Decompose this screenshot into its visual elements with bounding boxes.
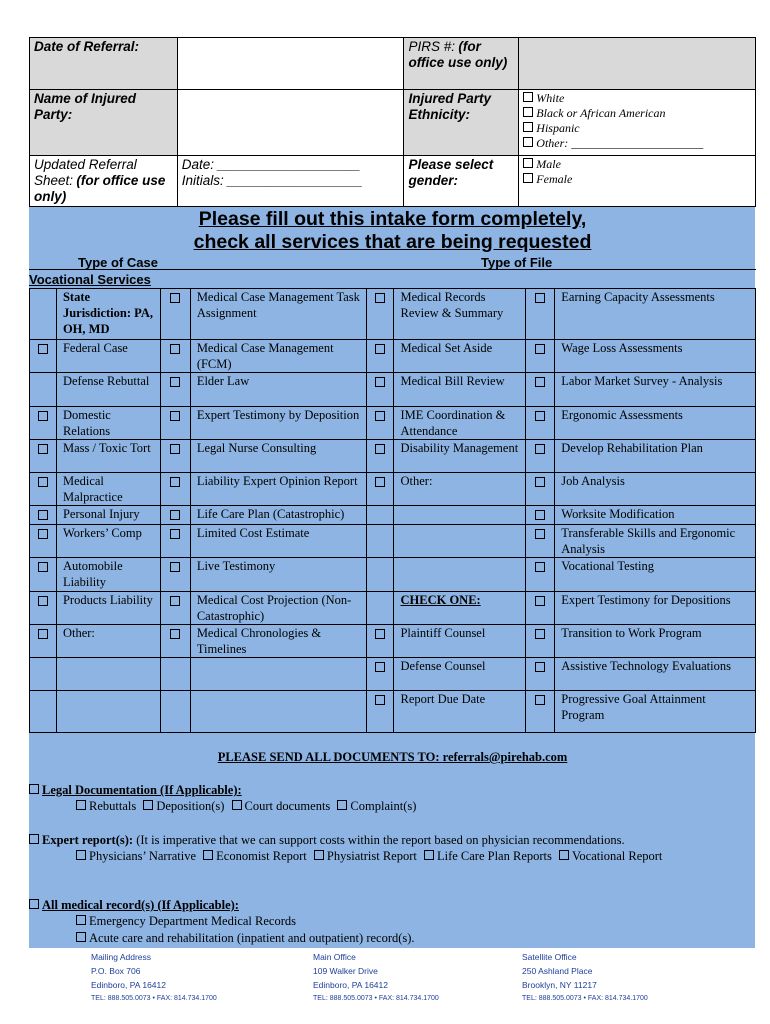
checkbox[interactable] (535, 477, 545, 487)
form-title-line2: check all services that are being requested (193, 231, 592, 253)
medical-records-label: All medical record(s) (If Applicable): (42, 898, 239, 912)
checkbox[interactable] (29, 784, 39, 794)
file-item: Elder Law (190, 373, 366, 407)
voc-item: Transition to Work Program (555, 625, 756, 658)
ethnicity-white: White (536, 91, 565, 105)
footer-title: Mailing Address (91, 952, 152, 962)
checkbox[interactable] (375, 444, 385, 454)
case-item: Personal Injury (56, 506, 160, 525)
file-item: Liability Expert Opinion Report (190, 473, 366, 506)
medical-item-row (76, 913, 296, 929)
legal-item: Rebuttals (89, 799, 137, 813)
case-item: Other: (56, 625, 160, 658)
expert-item: Vocational Report (572, 849, 663, 863)
checkbox[interactable] (535, 695, 545, 705)
case-item: Workers’ Comp (56, 525, 160, 558)
checkbox[interactable] (38, 529, 48, 539)
file-item: Disability Management (394, 440, 526, 473)
checkbox[interactable] (170, 629, 180, 639)
checkbox[interactable] (76, 800, 86, 810)
checkbox[interactable] (535, 510, 545, 520)
medical-item: Emergency Department Medical Records (89, 914, 296, 928)
checkbox[interactable] (29, 834, 39, 844)
voc-item: Develop Rehabilitation Plan (555, 440, 756, 473)
footer-main-office (313, 950, 439, 1006)
ethnicity-label: Injured Party Ethnicity: (404, 90, 519, 156)
checkbox[interactable] (38, 596, 48, 606)
checkbox[interactable] (375, 293, 385, 303)
checkbox[interactable] (170, 293, 180, 303)
checkbox[interactable] (170, 510, 180, 520)
gender-female: Female (536, 172, 573, 186)
file-item: Medical Case Management Task Assignment (190, 289, 366, 340)
voc-item: Worksite Modification (555, 506, 756, 525)
checkbox[interactable] (535, 662, 545, 672)
voc-item: Expert Testimony for Depositions (555, 592, 756, 625)
heading-rule (29, 269, 756, 270)
counsel-item: Defense Counsel (394, 658, 526, 691)
file-item: Medical Set Aside (394, 340, 526, 373)
voc-item: Job Analysis (555, 473, 756, 506)
checkbox[interactable] (170, 529, 180, 539)
file-item: Medical Case Management (FCM) (190, 340, 366, 373)
expert-item: Physiatrist Report (326, 849, 417, 863)
medical-item-row (76, 930, 415, 946)
file-item: Life Care Plan (Catastrophic) (190, 506, 366, 525)
expert-items-row (76, 848, 662, 864)
checkbox[interactable] (523, 158, 533, 168)
checkbox[interactable] (170, 411, 180, 421)
updated-referral-cell (30, 156, 178, 207)
date-of-referral-label: Date of Referral: (30, 38, 178, 90)
checkbox[interactable] (375, 662, 385, 672)
checkbox[interactable] (38, 562, 48, 572)
date-of-referral-field[interactable] (177, 38, 404, 90)
checkbox[interactable] (38, 344, 48, 354)
checkbox[interactable] (76, 932, 86, 942)
footer-satellite-office (522, 950, 648, 1006)
checkbox[interactable] (375, 377, 385, 387)
checkbox[interactable] (170, 444, 180, 454)
checkbox[interactable] (535, 444, 545, 454)
pirs-note: (for office use only) (408, 39, 508, 70)
legal-documentation-row (29, 782, 242, 798)
case-item: Domestic Relations (56, 407, 160, 440)
expert-report-note: (It is imperative that we can support costs within the report based on physician recommendations. (136, 833, 625, 847)
footer-line: 250 Ashland Place (522, 966, 593, 976)
checkbox[interactable] (76, 850, 86, 860)
file-item: Medical Chronologies & Timelines (190, 625, 366, 658)
checkbox[interactable] (523, 137, 533, 147)
initials-field[interactable]: Initials: __________________ (181, 173, 363, 188)
checkbox[interactable] (424, 850, 434, 860)
check-one-label: CHECK ONE: (394, 592, 526, 625)
checkbox[interactable] (38, 629, 48, 639)
file-item: Other: (394, 473, 526, 506)
footer-phone: TEL: 888.505.0073 • FAX: 814.734.1700 (91, 995, 217, 1002)
voc-item: Ergonomic Assessments (555, 407, 756, 440)
voc-item: Wage Loss Assessments (555, 340, 756, 373)
checkbox[interactable] (375, 477, 385, 487)
checkbox[interactable] (203, 850, 213, 860)
footer-line: 109 Walker Drive (313, 966, 378, 976)
expert-item: Economist Report (216, 849, 307, 863)
voc-item: Labor Market Survey - Analysis (555, 373, 756, 407)
checkbox[interactable] (337, 800, 347, 810)
checkbox[interactable] (535, 562, 545, 572)
ethnicity-hispanic: Hispanic (536, 121, 580, 135)
name-label: Name of Injured Party: (30, 90, 178, 156)
ethnicity-options (519, 90, 756, 156)
checkbox[interactable] (523, 92, 533, 102)
checkbox[interactable] (170, 477, 180, 487)
footer-title: Satellite Office (522, 952, 577, 962)
checkbox[interactable] (38, 510, 48, 520)
pirs-label: PIRS #: (408, 39, 455, 54)
checkbox[interactable] (535, 293, 545, 303)
checkbox[interactable] (535, 596, 545, 606)
file-item: Live Testimony (190, 558, 366, 592)
ethnicity-black: Black or African American (536, 106, 666, 120)
file-item: Expert Testimony by Deposition (190, 407, 366, 440)
checkbox[interactable] (375, 695, 385, 705)
date-field[interactable]: Date: ___________________ (181, 157, 361, 172)
case-item: State Jurisdiction: PA, OH, MD (56, 289, 160, 340)
case-item: Products Liability (56, 592, 160, 625)
gender-male: Male (536, 157, 561, 171)
case-item: Federal Case (56, 340, 160, 373)
checkbox[interactable] (559, 850, 569, 860)
checkbox[interactable] (375, 629, 385, 639)
date-initials-cell[interactable] (177, 156, 404, 207)
file-item: Limited Cost Estimate (190, 525, 366, 558)
voc-item: Vocational Testing (555, 558, 756, 592)
counsel-item: Report Due Date (394, 691, 526, 733)
legal-item: Court documents (244, 799, 331, 813)
case-item: Defense Rebuttal (56, 373, 160, 407)
pirs-cell (404, 38, 519, 90)
counsel-item: Plaintiff Counsel (394, 625, 526, 658)
footer-title: Main Office (313, 952, 356, 962)
footer-line: P.O. Box 706 (91, 966, 141, 976)
legal-item: Complaint(s) (350, 799, 417, 813)
legal-items-row (76, 798, 416, 814)
file-item: Medical Bill Review (394, 373, 526, 407)
checkbox[interactable] (170, 562, 180, 572)
case-item: Automobile Liability (56, 558, 160, 592)
expert-report-row (29, 832, 625, 848)
footer-line: Brooklyn, NY 11217 (522, 980, 597, 990)
footer-line: Edinboro, PA 16412 (91, 980, 166, 990)
gender-label: Please select gender: (404, 156, 519, 207)
file-item: IME Coordination & Attendance (394, 407, 526, 440)
checkbox[interactable] (523, 122, 533, 132)
checkbox[interactable] (143, 800, 153, 810)
legal-item: Deposition(s) (156, 799, 225, 813)
checkbox[interactable] (535, 529, 545, 539)
voc-item: Earning Capacity Assessments (555, 289, 756, 340)
expert-item: Life Care Plan Reports (436, 849, 552, 863)
checkbox[interactable] (29, 899, 39, 909)
checkbox[interactable] (314, 850, 324, 860)
checkbox[interactable] (170, 596, 180, 606)
checkbox[interactable] (535, 377, 545, 387)
voc-item: Transferable Skills and Ergonomic Analysis (555, 525, 756, 558)
checkbox[interactable] (170, 344, 180, 354)
file-item: Medical Cost Projection (Non-Catastrophic) (190, 592, 366, 625)
send-documents-note: PLEASE SEND ALL DOCUMENTS TO: referrals@pirehab.com (217, 750, 568, 764)
pirs-field[interactable] (519, 38, 756, 90)
voc-item: Progressive Goal Attainment Program (555, 691, 756, 733)
checkbox[interactable] (232, 800, 242, 810)
checkbox[interactable] (375, 411, 385, 421)
footer-mailing-address (91, 950, 217, 1006)
file-item: Legal Nurse Consulting (190, 440, 366, 473)
footer-line: Edinboro, PA 16412 (313, 980, 388, 990)
footer-phone: TEL: 888.505.0073 • FAX: 814.734.1700 (522, 995, 648, 1002)
updated-note: (for office use only) (34, 173, 166, 204)
name-field[interactable] (177, 90, 404, 156)
medical-records-row (29, 897, 239, 913)
vocational-services-heading: Vocational Services (29, 272, 151, 287)
expert-item: Physicians’ Narrative (89, 849, 197, 863)
checkbox[interactable] (38, 444, 48, 454)
ethnicity-other: Other: ______________________ (536, 136, 704, 150)
checkbox[interactable] (76, 915, 86, 925)
checkbox[interactable] (535, 629, 545, 639)
checkbox[interactable] (170, 377, 180, 387)
referral-header-table (29, 37, 756, 207)
gender-options (519, 156, 756, 207)
type-of-case-heading: Type of Case (78, 255, 158, 270)
checkbox[interactable] (523, 173, 533, 183)
checkbox[interactable] (375, 344, 385, 354)
legal-documentation-label: Legal Documentation (If Applicable): (42, 783, 242, 797)
voc-item: Assistive Technology Evaluations (555, 658, 756, 691)
checkbox[interactable] (523, 107, 533, 117)
updated-label: Updated Referral Sheet: (34, 157, 137, 188)
services-grid (29, 288, 756, 733)
checkbox[interactable] (535, 344, 545, 354)
footer-phone: TEL: 888.505.0073 • FAX: 814.734.1700 (313, 995, 439, 1002)
file-item: Medical Records Review & Summary (394, 289, 526, 340)
form-title-line1: Please fill out this intake form completely, (198, 208, 587, 230)
medical-item: Acute care and rehabilitation (inpatient and outpatient) record(s). (89, 931, 415, 945)
case-item: Medical Malpractice (56, 473, 160, 506)
checkbox[interactable] (535, 411, 545, 421)
checkbox[interactable] (38, 477, 48, 487)
expert-report-label: Expert report(s): (42, 833, 134, 847)
case-item: Mass / Toxic Tort (56, 440, 160, 473)
type-of-file-heading: Type of File (481, 255, 553, 270)
checkbox[interactable] (38, 411, 48, 421)
